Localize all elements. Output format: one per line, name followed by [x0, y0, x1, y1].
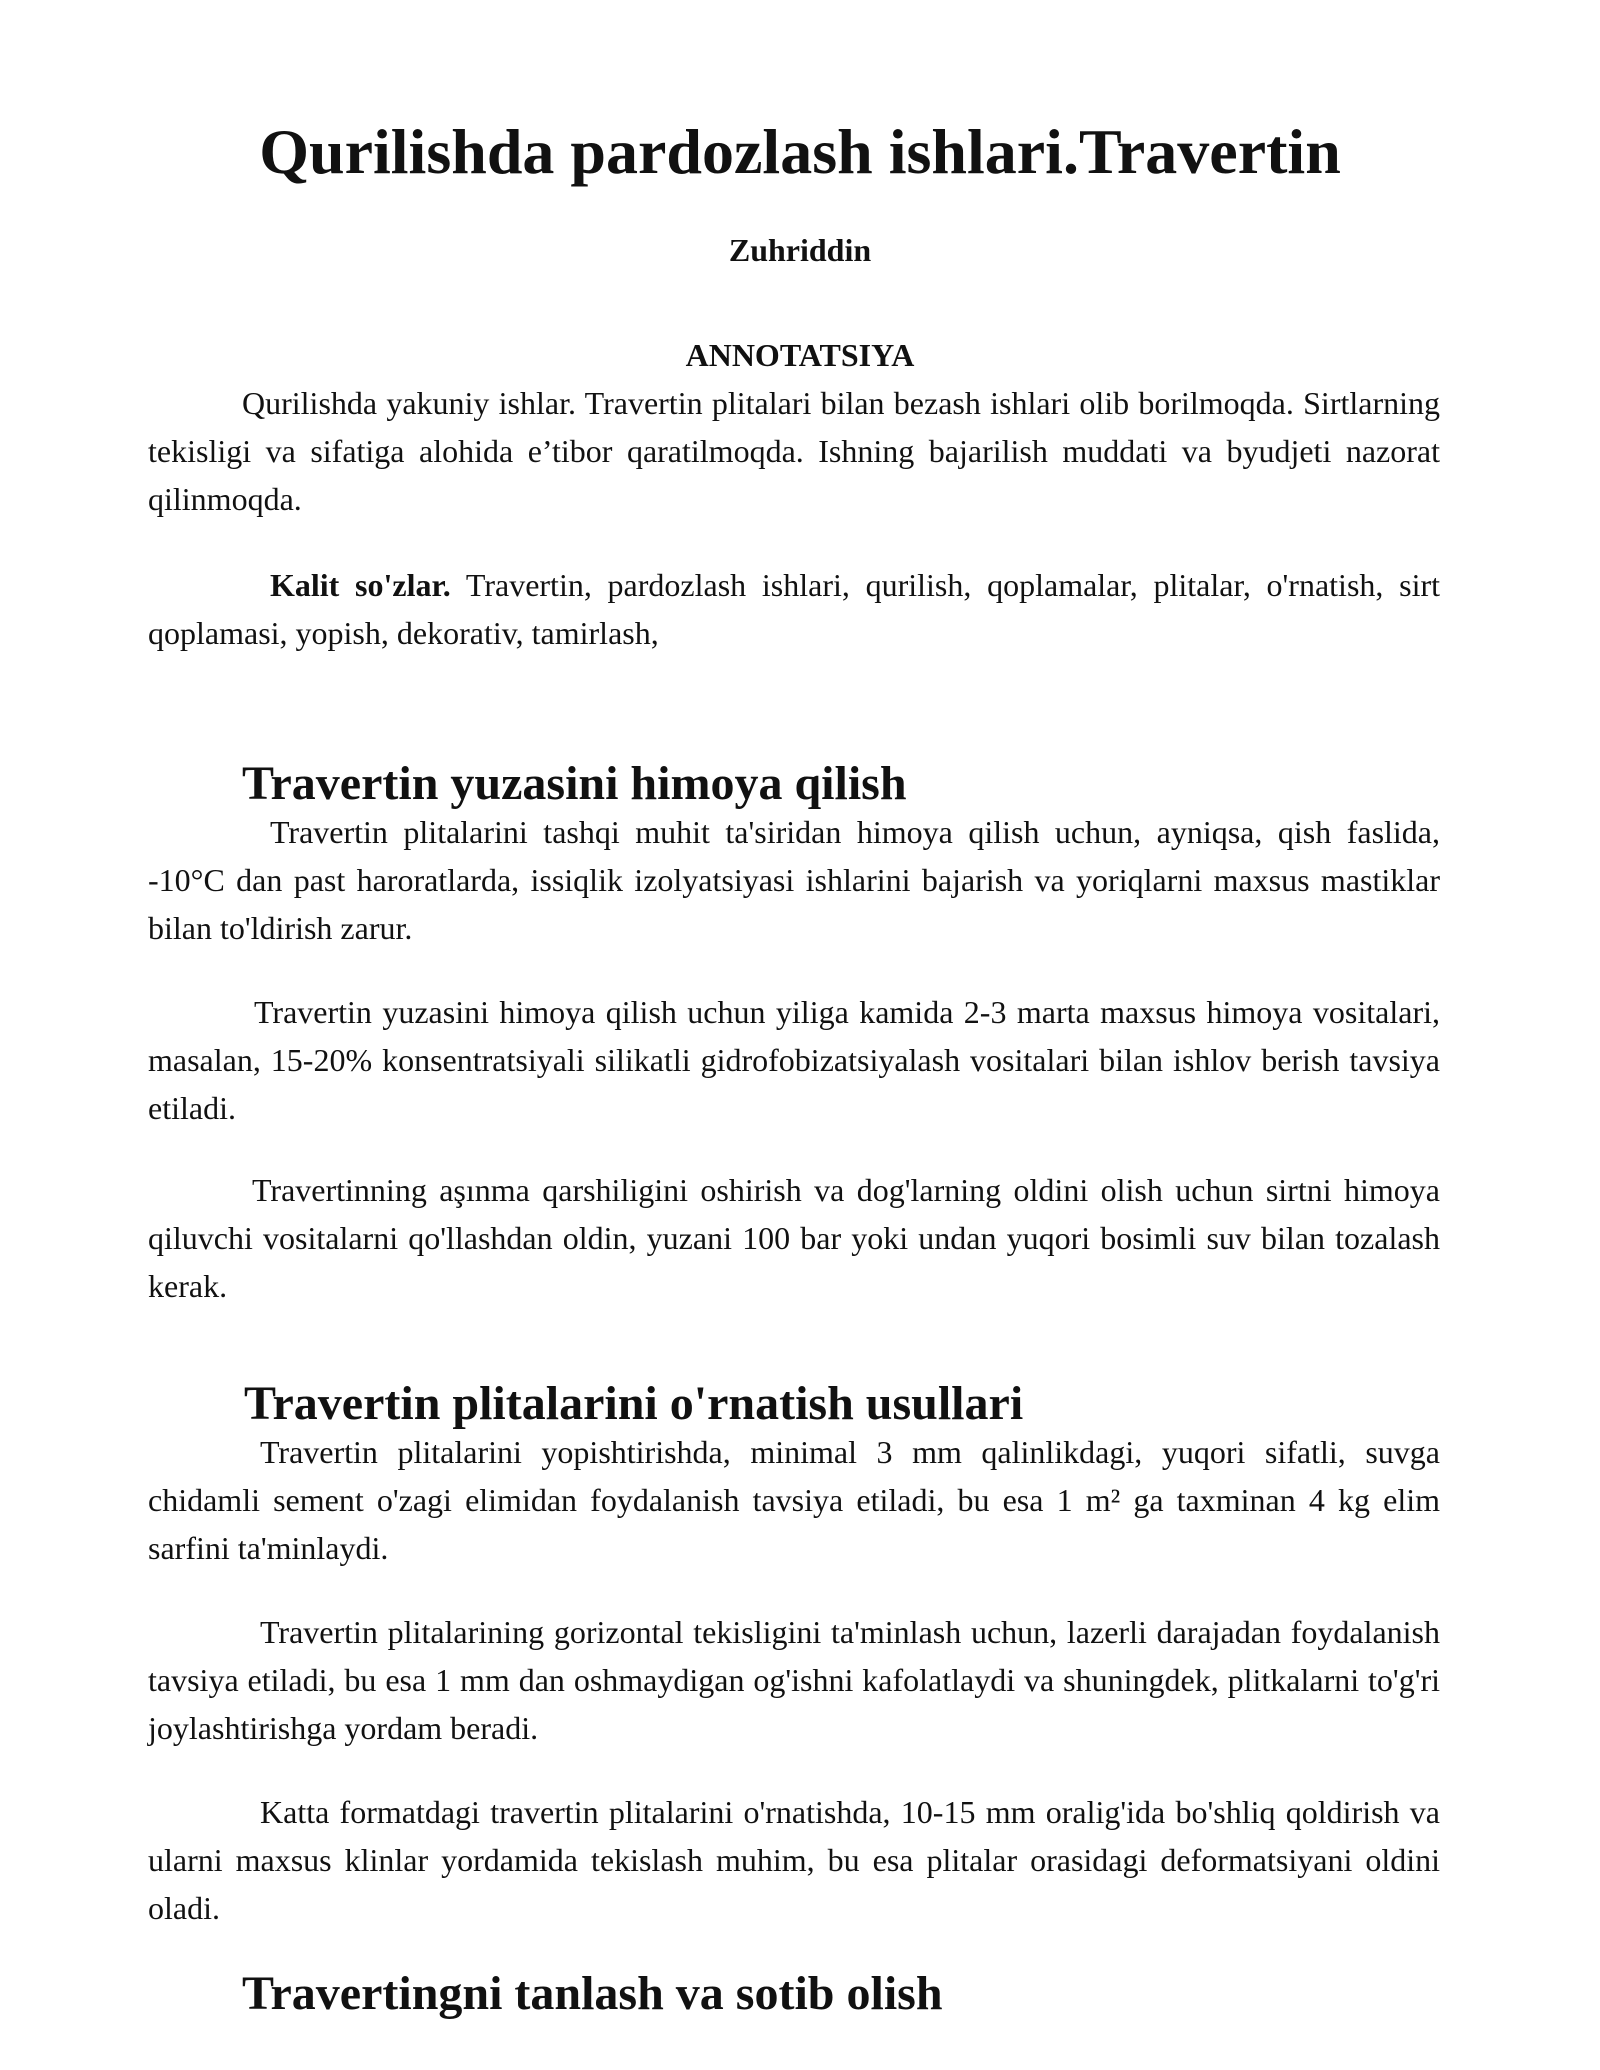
section-heading-protection: Travertin yuzasini himoya qilish: [242, 757, 907, 810]
section-heading-selection: Travertingni tanlash va sotib olish: [242, 1967, 943, 2020]
section-paragraph: Travertin plitalarini yopishtirishda, minimal 3 mm qalinlikdagi, yuqori sifatli, suvga chidamli sement o'zagi elimidan foydalanish tavsiya etiladi, bu esa 1 m² ga taxminan 4 kg elim sarfini ta'minlaydi.: [148, 1434, 1440, 1566]
keywords-paragraph: [148, 561, 1440, 657]
keywords-text: Travertin, pardozlash ishlari, qurilish, qoplamalar, plitalar, o'rnatish, sirt qoplamasi, yopish, dekorativ, tamirlash,: [148, 567, 1441, 651]
section-paragraph: Travertinning aşınma qarshiligini oshirish va dog'larning oldini olish uchun sirtni himoya qiluvchi vositalarni qo'llashdan oldin, yuzani 100 bar yoki undan yuqori bosimli suv bilan tozalash kerak.: [148, 1172, 1440, 1304]
section-paragraph: Travertin yuzasini himoya qilish uchun yiliga kamida 2-3 marta maxsus himoya vositalari, masalan, 15-20% konsentratsiyali silikatli gidrofobizatsiyalash vositalari bilan ishlov berish tavsiya etiladi.: [148, 994, 1440, 1126]
section-heading-installation: Travertin plitalarini o'rnatish usullari: [244, 1377, 1024, 1430]
document-title: Qurilishda pardozlash ishlari.Travertin: [259, 116, 1341, 187]
document-author: Zuhriddin: [728, 232, 872, 268]
keywords-label: Kalit so'zlar.: [270, 567, 451, 603]
annotation-heading: ANNOTATSIYA: [685, 337, 915, 373]
section-paragraph: Travertin plitalarining gorizontal tekisligini ta'minlash uchun, lazerli darajadan foydalanish tavsiya etiladi, bu esa 1 mm dan oshmaydigan og'ishni kafolatlaydi va shuningdek, plitkalarni to'g'ri joylashtirishga yordam beradi.: [148, 1614, 1440, 1746]
annotation-paragraph: Qurilishda yakuniy ishlar. Travertin plitalari bilan bezash ishlari olib borilmoqda. Sirtlarning tekisligi va sifatiga alohida e’tibor qaratilmoqda. Ishning bajarilish muddati va byudjeti nazorat qilinmoqda.: [148, 385, 1440, 517]
section-paragraph: Katta formatdagi travertin plitalarini o'rnatishda, 10-15 mm oralig'ida bo'shliq qoldirish va ularni maxsus klinlar yordamida tekislash muhim, bu esa plitalar orasidagi deformatsiyani oldini oladi.: [148, 1794, 1440, 1926]
section-paragraph: Travertin plitalarini tashqi muhit ta'siridan himoya qilish uchun, ayniqsa, qish faslida, -10°C dan past haroratlarda, issiqlik izolyatsiyasi ishlarini bajarish va yoriqlarni maxsus mastiklar bilan to'ldirish zarur.: [148, 814, 1440, 946]
